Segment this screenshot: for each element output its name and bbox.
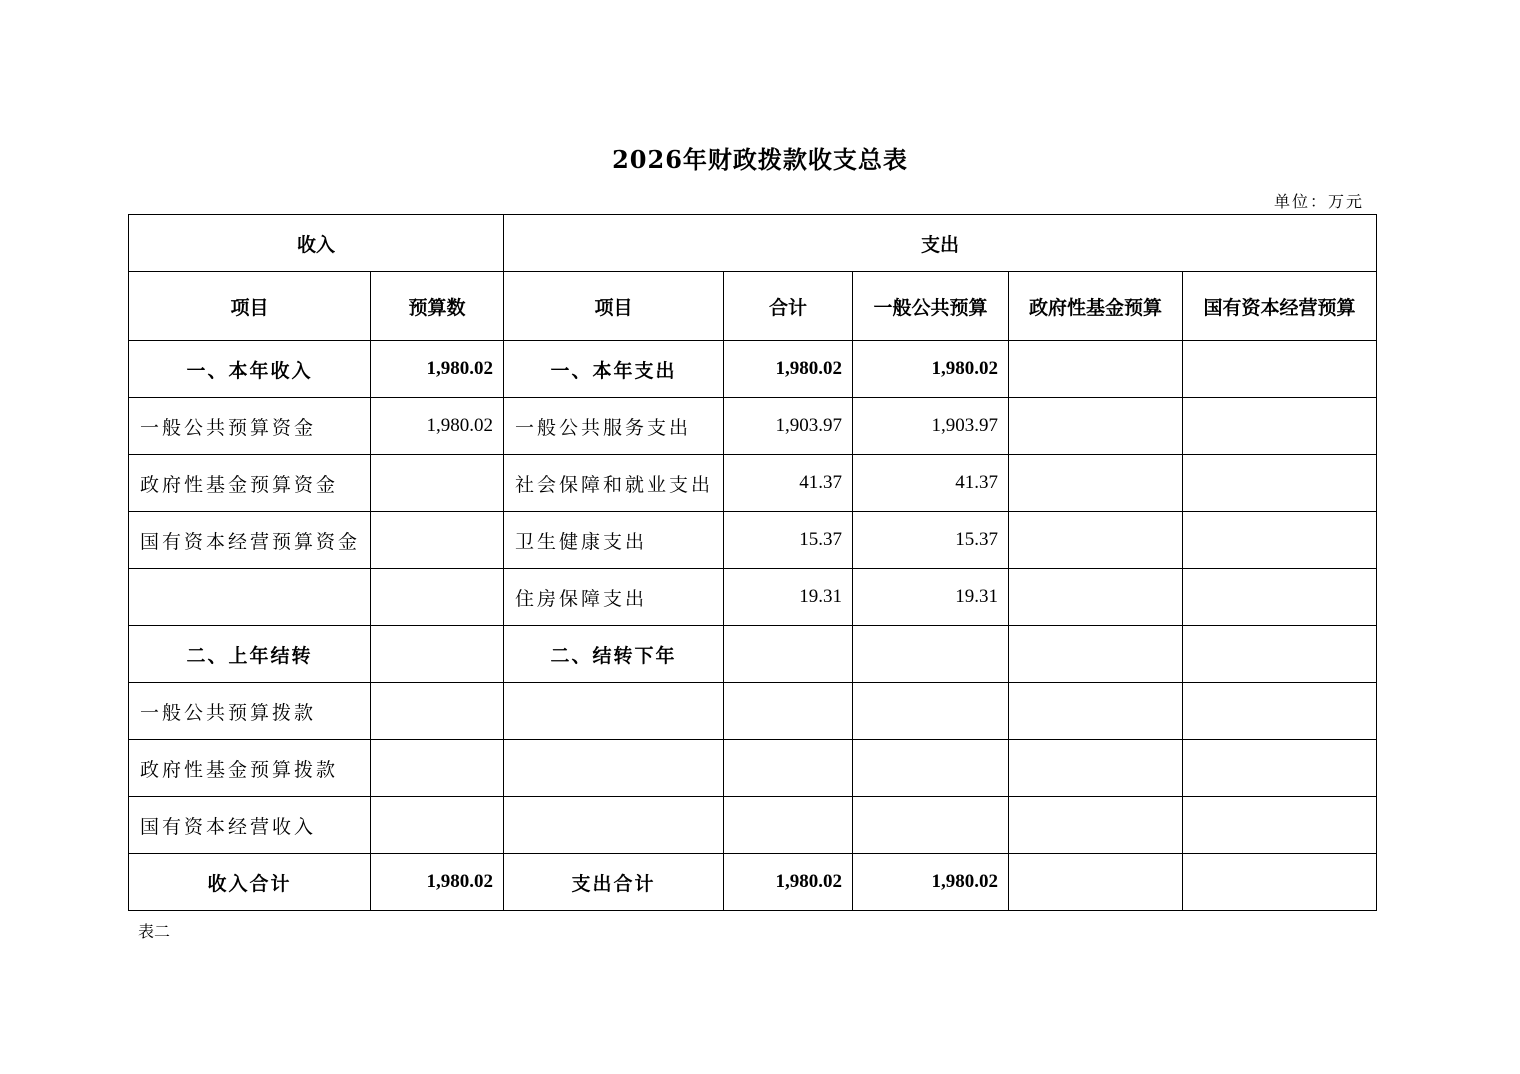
cell-expense-total: 41.37 xyxy=(724,455,853,512)
cell-income-item: 国有资本经营收入 xyxy=(129,797,371,854)
page-title: 2026年财政拨款收支总表 xyxy=(612,145,908,174)
cell-state-capital-budget xyxy=(1183,854,1377,911)
cell-state-capital-budget xyxy=(1183,683,1377,740)
cell-general-budget xyxy=(853,740,1009,797)
table-row xyxy=(129,797,1377,854)
cell-state-capital-budget xyxy=(1183,797,1377,854)
col-header-budget-amount: 预算数 xyxy=(371,272,504,341)
cell-gov-fund-budget xyxy=(1009,455,1183,512)
table-row xyxy=(129,740,1377,797)
cell-gov-fund-budget xyxy=(1009,569,1183,626)
col-header-expense-item: 项目 xyxy=(504,272,724,341)
cell-income-item: 一、本年收入 xyxy=(129,341,371,398)
cell-income-amount xyxy=(371,512,504,569)
cell-state-capital-budget xyxy=(1183,626,1377,683)
table-row xyxy=(129,512,1377,569)
cell-expense-total: 1,980.02 xyxy=(724,854,853,911)
cell-expense-total xyxy=(724,626,853,683)
cell-expense-item: 社会保障和就业支出 xyxy=(504,455,724,512)
col-header-gov-fund-budget: 政府性基金预算 xyxy=(1009,272,1183,341)
cell-income-amount xyxy=(371,455,504,512)
cell-income-item: 国有资本经营预算资金 xyxy=(129,512,371,569)
cell-income-amount xyxy=(371,740,504,797)
cell-expense-total: 1,980.02 xyxy=(724,341,853,398)
cell-income-amount: 1,980.02 xyxy=(371,854,504,911)
cell-expense-total xyxy=(724,740,853,797)
cell-expense-item xyxy=(504,797,724,854)
cell-expense-item: 二、结转下年 xyxy=(504,626,724,683)
cell-state-capital-budget xyxy=(1183,569,1377,626)
cell-general-budget: 1,980.02 xyxy=(853,341,1009,398)
cell-expense-item xyxy=(504,683,724,740)
table-row xyxy=(129,626,1377,683)
table-row xyxy=(129,341,1377,398)
col-header-general-budget: 一般公共预算 xyxy=(853,272,1009,341)
col-header-income-item: 项目 xyxy=(129,272,371,341)
cell-expense-total xyxy=(724,683,853,740)
cell-expense-item: 一、本年支出 xyxy=(504,341,724,398)
cell-state-capital-budget xyxy=(1183,341,1377,398)
cell-expense-item xyxy=(504,740,724,797)
cell-income-item: 政府性基金预算资金 xyxy=(129,455,371,512)
cell-expense-total xyxy=(724,797,853,854)
table-footnote: 表二 xyxy=(138,922,171,941)
cell-gov-fund-budget xyxy=(1009,512,1183,569)
col-header-state-capital-budget: 国有资本经营预算 xyxy=(1183,272,1377,341)
table-row xyxy=(129,398,1377,455)
cell-expense-item: 卫生健康支出 xyxy=(504,512,724,569)
cell-income-amount xyxy=(371,569,504,626)
cell-income-amount xyxy=(371,797,504,854)
table-row xyxy=(129,455,1377,512)
cell-general-budget xyxy=(853,626,1009,683)
cell-state-capital-budget xyxy=(1183,398,1377,455)
cell-general-budget: 41.37 xyxy=(853,455,1009,512)
cell-gov-fund-budget xyxy=(1009,797,1183,854)
budget-summary-table xyxy=(128,214,1377,911)
cell-expense-item: 一般公共服务支出 xyxy=(504,398,724,455)
cell-income-amount xyxy=(371,683,504,740)
cell-general-budget: 15.37 xyxy=(853,512,1009,569)
cell-gov-fund-budget xyxy=(1009,854,1183,911)
cell-income-item: 一般公共预算资金 xyxy=(129,398,371,455)
cell-general-budget xyxy=(853,797,1009,854)
cell-income-amount: 1,980.02 xyxy=(371,398,504,455)
cell-expense-total: 19.31 xyxy=(724,569,853,626)
table-row xyxy=(129,569,1377,626)
cell-gov-fund-budget xyxy=(1009,740,1183,797)
table-row xyxy=(129,683,1377,740)
cell-gov-fund-budget xyxy=(1009,341,1183,398)
table-row xyxy=(129,854,1377,911)
cell-general-budget xyxy=(853,683,1009,740)
cell-general-budget: 1,980.02 xyxy=(853,854,1009,911)
cell-income-amount: 1,980.02 xyxy=(371,341,504,398)
cell-expense-total: 15.37 xyxy=(724,512,853,569)
cell-gov-fund-budget xyxy=(1009,398,1183,455)
cell-income-item xyxy=(129,569,371,626)
cell-income-item: 一般公共预算拨款 xyxy=(129,683,371,740)
unit-label: 单位：万元 xyxy=(1273,192,1364,211)
cell-gov-fund-budget xyxy=(1009,683,1183,740)
cell-income-amount xyxy=(371,626,504,683)
expense-group-header: 支出 xyxy=(504,215,1377,272)
cell-state-capital-budget xyxy=(1183,455,1377,512)
column-header-row xyxy=(129,272,1377,341)
cell-gov-fund-budget xyxy=(1009,626,1183,683)
cell-general-budget: 19.31 xyxy=(853,569,1009,626)
table-body xyxy=(129,341,1377,911)
cell-expense-total: 1,903.97 xyxy=(724,398,853,455)
cell-income-item: 政府性基金预算拨款 xyxy=(129,740,371,797)
col-header-total: 合计 xyxy=(724,272,853,341)
cell-state-capital-budget xyxy=(1183,512,1377,569)
group-header-row xyxy=(129,215,1377,272)
cell-expense-item: 支出合计 xyxy=(504,854,724,911)
cell-income-item: 收入合计 xyxy=(129,854,371,911)
income-group-header: 收入 xyxy=(129,215,504,272)
cell-income-item: 二、上年结转 xyxy=(129,626,371,683)
cell-state-capital-budget xyxy=(1183,740,1377,797)
cell-general-budget: 1,903.97 xyxy=(853,398,1009,455)
cell-expense-item: 住房保障支出 xyxy=(504,569,724,626)
